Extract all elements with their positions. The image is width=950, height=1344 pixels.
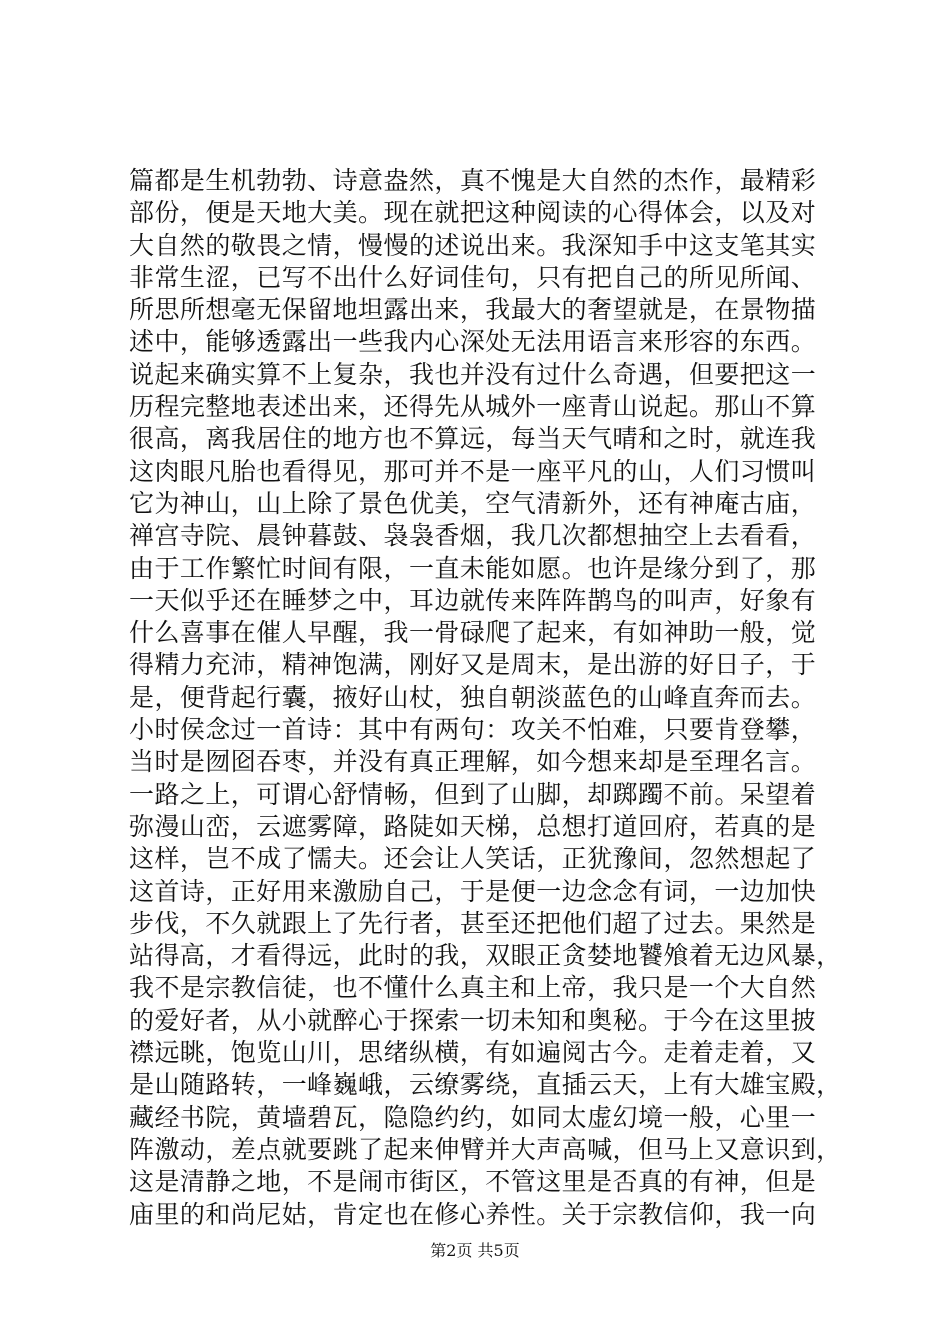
text-line: 是山随路转，一峰巍峨，云缭雾绕，直插云天，上有大雄宝殿，	[129, 1070, 842, 1100]
text-line: 禅宫寺院、晨钟暮鼓、袅袅香烟，我几次都想抽空上去看看，	[129, 521, 817, 551]
text-line: 由于工作繁忙时间有限，一直未能如愿。也许是缘分到了，那	[129, 553, 817, 583]
text-line: 一路之上，可谓心舒情畅，但到了山脚，却踯躅不前。呆望着	[129, 779, 817, 809]
page-footer	[0, 1241, 950, 1261]
text-line: 我不是宗教信徒，也不懂什么真主和上帝，我只是一个大自然	[129, 973, 817, 1003]
text-line: 当时是囫囵吞枣，并没有真正理解，如今想来却是至理名言。	[129, 747, 817, 777]
text-line: 襟远眺，饱览山川，思绪纵横，有如遍阅古今。走着走着，又	[129, 1038, 817, 1068]
text-line: 藏经书院，黄墙碧瓦，隐隐约约，如同太虚幻境一般，心里一	[129, 1102, 817, 1132]
text-line: 非常生涩，已写不出什么好词佳句，只有把自己的所见所闻、	[129, 262, 817, 292]
text-line: 步伐，不久就跟上了先行者，甚至还把他们超了过去。果然是	[129, 908, 817, 938]
text-line: 弥漫山峦，云遮雾障，路陡如天梯，总想打道回府，若真的是	[129, 811, 817, 841]
text-line: 说起来确实算不上复杂，我也并没有过什么奇遇，但要把这一	[129, 359, 817, 389]
text-line: 述中，能够透露出一些我内心深处无法用语言来形容的东西。	[129, 327, 817, 357]
body-text	[129, 165, 842, 1231]
text-line: 阵激动，差点就要跳了起来伸臂并大声高喊，但马上又意识到，	[129, 1134, 842, 1164]
text-line: 什么喜事在催人早醒，我一骨碌爬了起来，有如神助一般，觉	[129, 618, 817, 648]
text-line: 得精力充沛，精神饱满，刚好又是周末，是出游的好日子，于	[129, 650, 817, 680]
text-line: 一天似乎还在睡梦之中，耳边就传来阵阵鹊鸟的叫声，好象有	[129, 585, 817, 615]
text-line: 这肉眼凡胎也看得见，那可并不是一座平凡的山，人们习惯叫	[129, 456, 817, 486]
text-line: 很高，离我居住的地方也不算远，每当天气晴和之时，就连我	[129, 424, 817, 454]
text-line: 所思所想毫无保留地坦露出来，我最大的奢望就是，在景物描	[129, 295, 817, 325]
text-line: 小时侯念过一首诗：其中有两句：攻关不怕难，只要肯登攀，	[129, 715, 817, 745]
text-line: 的爱好者，从小就醉心于探索一切未知和奥秘。于今在这里披	[129, 1005, 817, 1035]
text-line: 这首诗，正好用来激励自己，于是便一边念念有词，一边加快	[129, 876, 817, 906]
text-line: 大自然的敬畏之情，慢慢的述说出来。我深知手中这支笔其实	[129, 230, 817, 260]
text-line: 站得高，才看得远，此时的我，双眼正贪婪地饕飧着无边风暴，	[129, 941, 842, 971]
text-line: 历程完整地表述出来，还得先从城外一座青山说起。那山不算	[129, 392, 817, 422]
text-line: 这是清静之地，不是闹市街区，不管这里是否真的有神，但是	[129, 1167, 817, 1197]
text-line: 庙里的和尚尼姑，肯定也在修心养性。关于宗教信仰，我一向	[129, 1199, 817, 1229]
text-line: 部份，便是天地大美。现在就把这种阅读的心得体会，以及对	[129, 198, 817, 228]
page-number-label: 第2页 共5页	[430, 1241, 520, 1260]
text-line: 它为神山，山上除了景色优美，空气清新外，还有神庵古庙，	[129, 488, 817, 518]
text-line: 是，便背起行囊，掖好山杖，独自朝淡蓝色的山峰直奔而去。	[129, 682, 817, 712]
text-line: 篇都是生机勃勃、诗意盎然，真不愧是大自然的杰作，最精彩	[129, 166, 817, 195]
text-line: 这样，岂不成了懦夫。还会让人笑话，正犹豫间，忽然想起了	[129, 844, 817, 874]
